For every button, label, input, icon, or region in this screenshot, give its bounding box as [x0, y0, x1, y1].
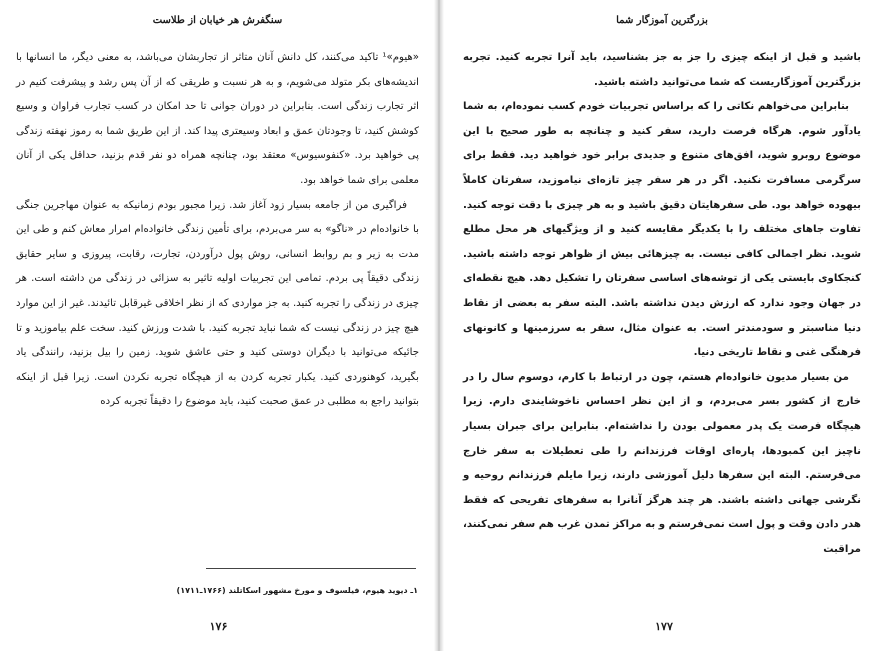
- left-running-head: سنگفرش هر خیابان از طلاست: [152, 15, 283, 26]
- right-page-body: [463, 46, 861, 562]
- right-paragraph-2: بنابراین می‌خواهم نکاتی را که براساس تجربیات خودم کسب نموده‌ام، به شما یادآور شوم. هرگاه فرصت دارید، سفر کنید و چنانچه به طور صحیح با این موضوع روبرو شوید، افق‌های متنوع و جدیدی برابر خود خواهید دید. فقط برای سرگرمی مسافرت نکنید. اگر در هر سفر چیز تازه‌ای نیاموزید، سفرتان کاملاً بیهوده خواهد بود. طی سفرهایتان دقیق باشید و به هر چیزی با دقت توجه کنید. تفاوت جاهای مختلف را با یکدیگر مقایسه کنید و از ویژگیهای هر محل مطلع شوید. نظر اجمالی کافی نیست. به چیزهائی بیش از ظواهر توجه داشته باشید. کنجکاوی بایستی یکی از توشه‌های اساسی سفرتان را تشکیل دهد. هیچ نقطه‌ای در جهان وجود ندارد که ارزش دیدن نداشته باشد. البته سفر به بعضی از نقاط دنیا مناسبتر و سودمندتر است. به عنوان مثال، سفر به سرزمینها و کانونهای فرهنگی غنی و نقاط تاریخی دنیا.: [463, 101, 861, 359]
- left-page-number: ۱۷۶: [209, 620, 228, 633]
- right-paragraph-1: باشید و قبل از اینکه چیزی را جز به جز بشناسید، باید آنرا تجربه کنید. تجربه بزرگترین آموزگاریست که شما می‌توانید داشته باشید.: [463, 52, 861, 88]
- right-page: [443, 0, 885, 651]
- left-page: [0, 0, 437, 651]
- right-page-number: ۱۷۷: [655, 620, 673, 633]
- footnote: ۱ـ دیوید هیوم، فیلسوف و مورخ مشهور اسکاتلند (۱۷۶۶ـ۱۷۱۱): [176, 586, 418, 595]
- right-paragraph-3: من بسیار مدیون خانواده‌ام هستم، چون در ارتباط با کارم، دوسوم سال را در خارج از کشور بسر می‌بردم، و از این نظر احساس ناخوشایندی دارم. زیرا هیچگاه فرصت یک پدر معمولی بودن را نداشته‌ام. بنابراین برای جبران بسیار ناچیز این کمبودها، پاره‌ای اوقات فرزندانم را طی تعطیلات به سفر خارج می‌فرستم. البته این سفرها دلیل آموزشی دارند، زیرا مایلم فرزندانم روحیه و نگرشی جهانی داشته باشند. هر چند هرگز آنانرا به سفرهای تفریحی که فقط هدر دادن وقت و پول است نمی‌فرستم و به مراکز تمدن غرب هم سفر نمی‌کنند، مراقبت: [463, 371, 861, 555]
- left-paragraph-1: «هیوم»¹ تاکید می‌کنند، کل دانش آنان متاثر از تجاربشان می‌باشد، به معنی دیگر، ما انسانها با اندیشه‌های بکر متولد می‌شویم، و به هر نسبت و طریقی که از آن پس رشد و پیشرفت کنیم در اثر تجارب زندگی است. بنابراین در دوران جوانی تا حد امکان در کسب تجارب فراوان و وسیع کوشش کنید، تا وجودتان عمق و ابعاد وسیعتری پیدا کند. از این طریق شما به رموز نهفته زندگی پی خواهید برد. «کنفوسیوس» معتقد بود، چنانچه همراه دو نفر قدم بزنید، حداقل یکی از آنان معلمی برای شما خواهد بود.: [16, 52, 419, 186]
- footnote-divider: [206, 568, 416, 569]
- left-paragraph-2: فراگیری من از جامعه بسیار زود آغاز شد. زیرا مجبور بودم زمانیکه به عنوان مهاجرین جنگی با خانواده‌ام در «ناگو» به سر می‌بردم، برای تأمین زندگی خانواده‌ام امرار معاش کنم و طی این مدت به زیر و بم روابط انسانی، روش پول درآوردن، تجارت، رقابت، پیروزی و سایر حقایق زندگی دقیقاً پی بردم. تمامی این تجربیات اولیه تاثیر به سزائی در زندگی من داشته است. هر چیزی در زندگی را تجربه کنید. به جز مواردی که از نظر اخلاقی غیرقابل تائیدند. غیر از این موارد هیچ چیز در زندگی نیست که شما نباید تجربه کنید. با شدت ورزش کنید. سخت علم بیاموزید و تا جائیکه می‌توانید با دیگران دوستی کنید و حتی عاشق شوید. زمین را بیل بزنید، رانندگی یاد بگیرید، کوهنوردی کنید. یکبار تجربه کردن به از هیچگاه تجربه نکردن است. زیرا قبل از اینکه بتوانید راجع به مطلبی در عمق صحبت کنید، باید موضوع را دقیقاً تجربه کرده: [16, 199, 419, 408]
- right-running-head: بزرگترین آموزگار شما: [616, 15, 708, 26]
- left-page-body: [16, 46, 419, 415]
